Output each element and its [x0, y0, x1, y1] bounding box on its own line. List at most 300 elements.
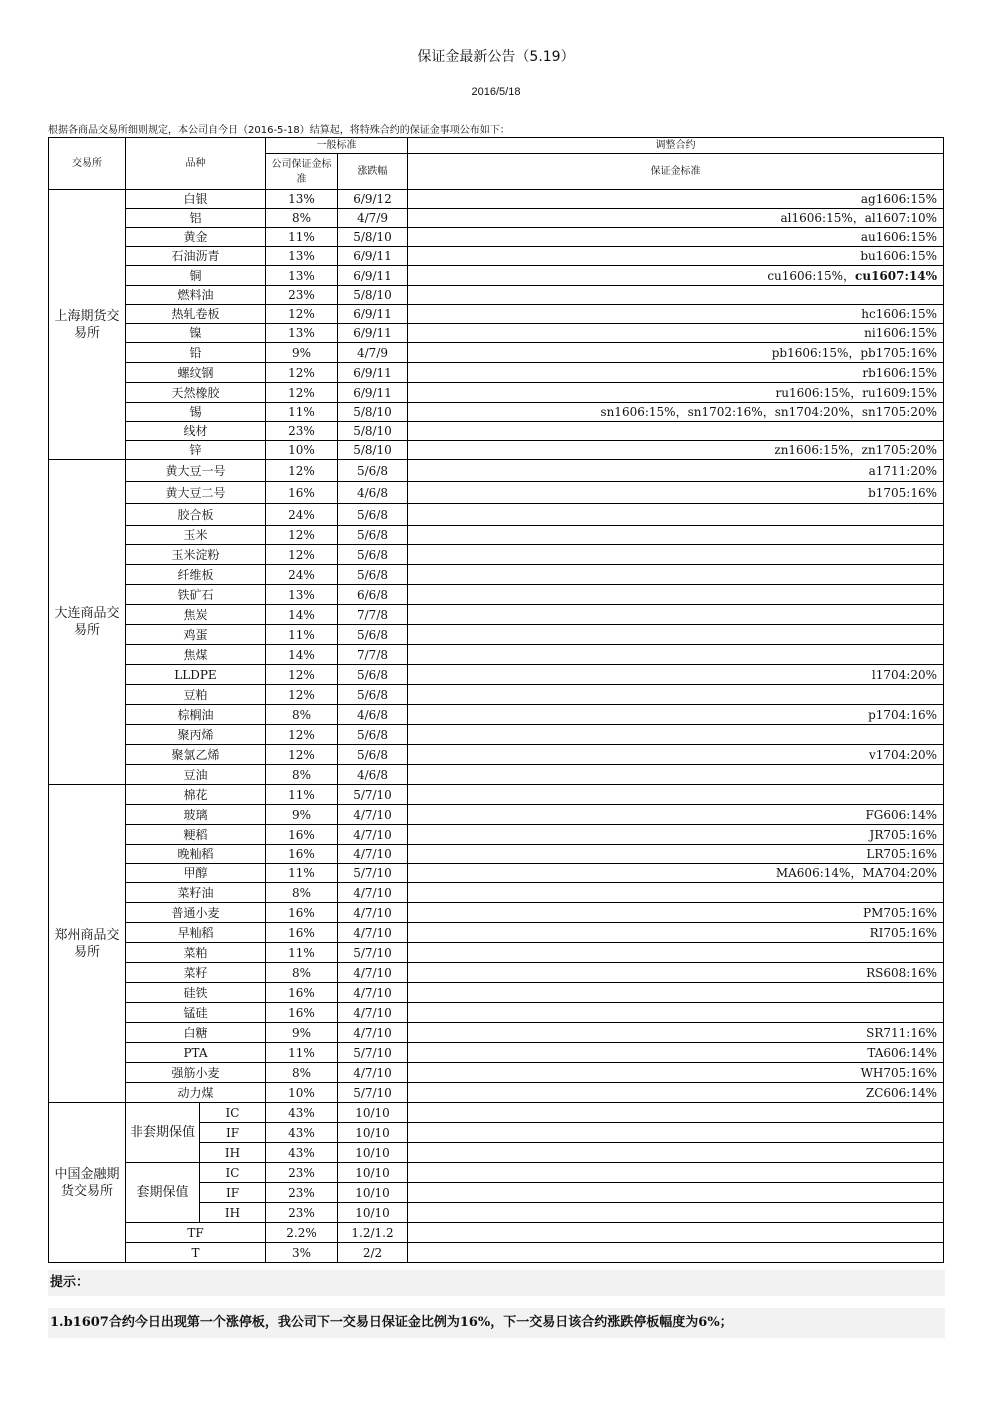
company-margin: 2.2%: [266, 1223, 338, 1243]
company-margin: 8%: [266, 209, 338, 228]
price-limit: 4/7/10: [338, 983, 408, 1003]
variety-name: 甲醇: [126, 864, 266, 883]
price-limit: 5/6/8: [338, 745, 408, 765]
header-exchange: 交易所: [49, 138, 126, 190]
adjusted-margin-text: sn1606:15%，sn1702:16%，sn1704:20%，sn1705:20%: [600, 405, 937, 419]
variety-name: 聚丙烯: [126, 725, 266, 745]
adjusted-margin-cell: [408, 983, 944, 1003]
price-limit: 4/7/10: [338, 1023, 408, 1043]
variety-name: IH: [200, 1143, 266, 1163]
adjusted-margin-text: cu1606:15%，: [767, 268, 856, 283]
table-row: [49, 324, 944, 343]
adjusted-margin-cell: [408, 422, 944, 441]
price-limit: 5/8/10: [338, 403, 408, 422]
table-row: [49, 422, 944, 441]
adjusted-margin-text: ag1606:15%: [860, 192, 937, 206]
table-row: [49, 625, 944, 645]
company-margin: 43%: [266, 1123, 338, 1143]
variety-name: 黄大豆一号: [126, 460, 266, 482]
company-margin: 16%: [266, 923, 338, 943]
tips-title: 提示：: [48, 1270, 945, 1296]
company-margin: 12%: [266, 526, 338, 545]
price-limit: 4/7/10: [338, 903, 408, 923]
table-row: [49, 585, 944, 605]
company-margin: 12%: [266, 460, 338, 482]
exchange-name-czce: 郑州商品交易所: [49, 785, 126, 1103]
table-row: [49, 725, 944, 745]
company-margin: 8%: [266, 765, 338, 785]
price-limit: 4/7/10: [338, 1003, 408, 1023]
company-margin: 12%: [266, 545, 338, 565]
company-margin: 12%: [266, 665, 338, 685]
adjusted-margin-text: pb1606:15%，pb1705:16%: [771, 345, 937, 360]
price-limit: 5/7/10: [338, 864, 408, 883]
adjusted-margin-text: au1606:15%: [860, 230, 937, 244]
adjusted-margin-cell: [408, 190, 944, 209]
adjusted-margin-cell: [408, 625, 944, 645]
table-row: [49, 943, 944, 963]
company-margin: 13%: [266, 190, 338, 209]
variety-name: 玉米淀粉: [126, 545, 266, 565]
table-row: [49, 705, 944, 725]
variety-name: 菜粕: [126, 943, 266, 963]
company-margin: 23%: [266, 422, 338, 441]
table-row: [49, 545, 944, 565]
adjusted-margin-text: ni1606:15%: [864, 326, 937, 340]
table-row: [49, 903, 944, 923]
adjusted-margin-cell: [408, 805, 944, 825]
adjusted-margin-text: zn1606:15%，zn1705:20%: [774, 443, 937, 457]
variety-name: PTA: [126, 1043, 266, 1063]
header-adjusted-contracts: 调整合约: [408, 138, 944, 154]
table-row: [49, 805, 944, 825]
adjusted-margin-text: PM705:16%: [863, 905, 937, 920]
price-limit: 5/6/8: [338, 545, 408, 565]
adjusted-margin-text: hc1606:15%: [861, 307, 937, 321]
company-margin: 11%: [266, 864, 338, 883]
variety-name: 聚氯乙烯: [126, 745, 266, 765]
price-limit: 5/6/8: [338, 526, 408, 545]
hedge-category: 非套期保值: [126, 1103, 200, 1163]
variety-name: 铅: [126, 343, 266, 363]
price-limit: 6/9/12: [338, 190, 408, 209]
adjusted-margin-cell: [408, 1083, 944, 1103]
adjusted-margin-text: JR705:16%: [869, 827, 937, 842]
price-limit: 7/7/8: [338, 605, 408, 625]
company-margin: 8%: [266, 963, 338, 983]
variety-name: 鸡蛋: [126, 625, 266, 645]
variety-name: 棉花: [126, 785, 266, 805]
company-margin: 43%: [266, 1103, 338, 1123]
adjusted-margin-cell: [408, 963, 944, 983]
adjusted-margin-cell: [408, 1243, 944, 1263]
table-row: [49, 286, 944, 305]
table-row: [49, 460, 944, 482]
variety-name: TF: [126, 1223, 266, 1243]
price-limit: 6/9/11: [338, 324, 408, 343]
table-row: [49, 247, 944, 266]
table-row: [49, 565, 944, 585]
price-limit: 2/2: [338, 1243, 408, 1263]
adjusted-margin-text: FG606:14%: [865, 807, 937, 822]
table-row: [49, 685, 944, 705]
adjusted-margin-cell: [408, 1023, 944, 1043]
table-row: [49, 645, 944, 665]
table-row: [49, 1163, 944, 1183]
variety-name: 热轧卷板: [126, 305, 266, 324]
company-margin: 11%: [266, 625, 338, 645]
adjusted-margin-text: ZC606:14%: [865, 1085, 937, 1100]
adjusted-margin-highlight: cu1607:14%: [855, 268, 937, 283]
adjusted-margin-cell: [408, 725, 944, 745]
table-row: [49, 343, 944, 363]
margin-table: [48, 137, 944, 1263]
variety-name: 黄大豆二号: [126, 482, 266, 504]
adjusted-margin-cell: [408, 460, 944, 482]
variety-name: IF: [200, 1183, 266, 1203]
exchange-name-cffex: 中国金融期货交易所: [49, 1103, 126, 1263]
adjusted-margin-cell: [408, 1203, 944, 1223]
adjusted-margin-cell: [408, 943, 944, 963]
adjusted-margin-text: TA606:14%: [867, 1045, 937, 1060]
table-row: [49, 1083, 944, 1103]
table-row: [49, 504, 944, 526]
adjusted-margin-text: RI705:16%: [869, 925, 937, 940]
variety-name: 焦炭: [126, 605, 266, 625]
tips-line-1: 1.b1607合约今日出现第一个涨停板，我公司下一交易日保证金比例为16%，下一交易日该合约涨跌停板幅度为6%；: [48, 1308, 945, 1338]
company-margin: 8%: [266, 1063, 338, 1083]
price-limit: 6/9/11: [338, 305, 408, 324]
page-title: 保证金最新公告（5.19）: [417, 49, 575, 65]
adjusted-margin-text: LR705:16%: [866, 847, 937, 861]
price-limit: 4/7/10: [338, 883, 408, 903]
price-limit: 5/6/8: [338, 625, 408, 645]
company-margin: 13%: [266, 247, 338, 266]
table-row: [49, 883, 944, 903]
table-row: [49, 190, 944, 209]
variety-name: 强筋小麦: [126, 1063, 266, 1083]
price-limit: 4/7/10: [338, 1063, 408, 1083]
adjusted-margin-cell: [408, 228, 944, 247]
variety-name: 硅铁: [126, 983, 266, 1003]
table-row: [49, 363, 944, 383]
company-margin: 23%: [266, 1203, 338, 1223]
variety-name: 豆油: [126, 765, 266, 785]
adjusted-margin-cell: [408, 1123, 944, 1143]
price-limit: 4/7/10: [338, 805, 408, 825]
company-margin: 9%: [266, 343, 338, 363]
adjusted-margin-text: v1704:20%: [868, 747, 937, 762]
table-row: [49, 785, 944, 805]
company-margin: 10%: [266, 441, 338, 460]
company-margin: 11%: [266, 1043, 338, 1063]
variety-name: IF: [200, 1123, 266, 1143]
adjusted-margin-cell: [408, 324, 944, 343]
adjusted-margin-cell: [408, 605, 944, 625]
hedge-category: 套期保值: [126, 1163, 200, 1223]
price-limit: 4/7/10: [338, 845, 408, 864]
variety-name: 菜籽: [126, 963, 266, 983]
price-limit: 5/7/10: [338, 1043, 408, 1063]
company-margin: 12%: [266, 745, 338, 765]
company-margin: 13%: [266, 266, 338, 286]
company-margin: 13%: [266, 324, 338, 343]
table-row: [49, 1103, 944, 1123]
price-limit: 4/7/10: [338, 825, 408, 845]
adjusted-margin-text: ru1606:15%，ru1609:15%: [775, 385, 937, 400]
table-row: [49, 1223, 944, 1243]
adjusted-margin-cell: [408, 305, 944, 324]
price-limit: 5/7/10: [338, 1083, 408, 1103]
price-limit: 5/8/10: [338, 441, 408, 460]
adjusted-margin-text: b1705:16%: [868, 485, 937, 500]
variety-name: 白糖: [126, 1023, 266, 1043]
price-limit: 6/9/11: [338, 266, 408, 286]
variety-name: 天然橡胶: [126, 383, 266, 403]
adjusted-margin-cell: [408, 785, 944, 805]
price-limit: 7/7/8: [338, 645, 408, 665]
company-margin: 3%: [266, 1243, 338, 1263]
variety-name: 燃料油: [126, 286, 266, 305]
company-margin: 16%: [266, 1003, 338, 1023]
company-margin: 14%: [266, 605, 338, 625]
adjusted-margin-cell: [408, 565, 944, 585]
adjusted-margin-text: SR711:16%: [866, 1025, 937, 1040]
table-row: [49, 923, 944, 943]
price-limit: 5/6/8: [338, 460, 408, 482]
price-limit: 4/7/9: [338, 343, 408, 363]
table-row: [49, 305, 944, 324]
table-row: [49, 383, 944, 403]
variety-name: 铜: [126, 266, 266, 286]
table-row: [49, 526, 944, 545]
variety-name: 线材: [126, 422, 266, 441]
price-limit: 4/6/8: [338, 705, 408, 725]
table-row: [49, 983, 944, 1003]
variety-name: 纤维板: [126, 565, 266, 585]
price-limit: 5/6/8: [338, 565, 408, 585]
price-limit: 10/10: [338, 1183, 408, 1203]
price-limit: 1.2/1.2: [338, 1223, 408, 1243]
variety-name: T: [126, 1243, 266, 1263]
table-row: [49, 1023, 944, 1043]
variety-name: 铁矿石: [126, 585, 266, 605]
adjusted-margin-cell: [408, 545, 944, 565]
variety-name: 玻璃: [126, 805, 266, 825]
table-row: [49, 963, 944, 983]
company-margin: 11%: [266, 228, 338, 247]
adjusted-margin-cell: [408, 825, 944, 845]
variety-name: IC: [200, 1103, 266, 1123]
price-limit: 4/6/8: [338, 765, 408, 785]
variety-name: 胶合板: [126, 504, 266, 526]
variety-name: 普通小麦: [126, 903, 266, 923]
table-row: [49, 1043, 944, 1063]
company-margin: 16%: [266, 482, 338, 504]
adjusted-margin-cell: [408, 286, 944, 305]
company-margin: 11%: [266, 785, 338, 805]
company-margin: 9%: [266, 805, 338, 825]
adjusted-margin-cell: [408, 864, 944, 883]
adjusted-margin-text: rb1606:15%: [862, 365, 937, 380]
price-limit: 10/10: [338, 1123, 408, 1143]
adjusted-margin-text: WH705:16%: [860, 1065, 937, 1080]
adjusted-margin-cell: [408, 1043, 944, 1063]
price-limit: 5/8/10: [338, 422, 408, 441]
adjusted-margin-cell: [408, 585, 944, 605]
exchange-name-shfe: 上海期货交易所: [49, 190, 126, 460]
company-margin: 11%: [266, 403, 338, 422]
price-limit: 5/7/10: [338, 785, 408, 805]
table-row: [49, 209, 944, 228]
company-margin: 8%: [266, 705, 338, 725]
variety-name: IC: [200, 1163, 266, 1183]
header-variety: 品种: [126, 138, 266, 190]
company-margin: 16%: [266, 983, 338, 1003]
company-margin: 12%: [266, 363, 338, 383]
price-limit: 4/7/10: [338, 923, 408, 943]
price-limit: 5/7/10: [338, 943, 408, 963]
variety-name: 焦煤: [126, 645, 266, 665]
adjusted-margin-cell: [408, 1003, 944, 1023]
price-limit: 6/9/11: [338, 247, 408, 266]
adjusted-margin-cell: [408, 765, 944, 785]
adjusted-margin-cell: [408, 845, 944, 864]
company-margin: 16%: [266, 903, 338, 923]
adjusted-margin-cell: [408, 247, 944, 266]
variety-name: 晚籼稻: [126, 845, 266, 864]
company-margin: 16%: [266, 825, 338, 845]
table-row: [49, 1003, 944, 1023]
adjusted-margin-text: RS608:16%: [866, 965, 937, 980]
price-limit: 6/9/11: [338, 383, 408, 403]
company-margin: 43%: [266, 1143, 338, 1163]
price-limit: 5/8/10: [338, 228, 408, 247]
adjusted-margin-cell: [408, 482, 944, 504]
company-margin: 24%: [266, 565, 338, 585]
header-price-limit: 涨跌幅: [338, 154, 408, 190]
company-margin: 24%: [266, 504, 338, 526]
company-margin: 11%: [266, 943, 338, 963]
price-limit: 4/7/10: [338, 963, 408, 983]
company-margin: 12%: [266, 685, 338, 705]
price-limit: 5/6/8: [338, 665, 408, 685]
table-row: [49, 765, 944, 785]
adjusted-margin-cell: [408, 685, 944, 705]
variety-name: 黄金: [126, 228, 266, 247]
adjusted-margin-cell: [408, 441, 944, 460]
header-adjust-margin: 保证金标准: [408, 154, 944, 190]
company-margin: 14%: [266, 645, 338, 665]
company-margin: 23%: [266, 1163, 338, 1183]
company-margin: 10%: [266, 1083, 338, 1103]
adjusted-margin-cell: [408, 403, 944, 422]
adjusted-margin-cell: [408, 504, 944, 526]
variety-name: 石油沥青: [126, 247, 266, 266]
adjusted-margin-cell: [408, 705, 944, 725]
price-limit: 5/6/8: [338, 504, 408, 526]
table-row: [49, 864, 944, 883]
table-row: [49, 1063, 944, 1083]
company-margin: 23%: [266, 286, 338, 305]
variety-name: 螺纹钢: [126, 363, 266, 383]
variety-name: 白银: [126, 190, 266, 209]
price-limit: 6/9/11: [338, 363, 408, 383]
table-row: [49, 228, 944, 247]
adjusted-margin-text: MA606:14%，MA704:20%: [775, 866, 937, 880]
adjusted-margin-cell: [408, 1103, 944, 1123]
variety-name: LLDPE: [126, 665, 266, 685]
adjusted-margin-cell: [408, 883, 944, 903]
variety-name: 镍: [126, 324, 266, 343]
adjusted-margin-cell: [408, 343, 944, 363]
variety-name: 铝: [126, 209, 266, 228]
variety-name: 锡: [126, 403, 266, 422]
adjusted-margin-cell: [408, 209, 944, 228]
adjusted-margin-cell: [408, 1183, 944, 1203]
adjusted-margin-text: al1606:15%，al1607:10%: [780, 211, 937, 225]
adjusted-margin-cell: [408, 383, 944, 403]
company-margin: 23%: [266, 1183, 338, 1203]
company-margin: 12%: [266, 725, 338, 745]
adjusted-margin-text: a1711:20%: [868, 463, 937, 478]
variety-name: 菜籽油: [126, 883, 266, 903]
table-row: [49, 665, 944, 685]
table-row: [49, 482, 944, 504]
company-margin: 13%: [266, 585, 338, 605]
table-row: [49, 441, 944, 460]
price-limit: 4/6/8: [338, 482, 408, 504]
adjusted-margin-cell: [408, 526, 944, 545]
price-limit: 10/10: [338, 1203, 408, 1223]
table-row: [49, 605, 944, 625]
adjusted-margin-cell: [408, 266, 944, 286]
header-general-standard: 一般标准: [266, 138, 408, 154]
header-company-margin: 公司保证金标准: [266, 154, 338, 190]
company-margin: 16%: [266, 845, 338, 864]
company-margin: 12%: [266, 305, 338, 324]
table-row: [49, 825, 944, 845]
price-limit: 10/10: [338, 1163, 408, 1183]
variety-name: 早籼稻: [126, 923, 266, 943]
table-row: [49, 745, 944, 765]
adjusted-margin-text: p1704:16%: [868, 707, 937, 722]
adjusted-margin-cell: [408, 665, 944, 685]
variety-name: IH: [200, 1203, 266, 1223]
table-row: [49, 1243, 944, 1263]
variety-name: 粳稻: [126, 825, 266, 845]
adjusted-margin-cell: [408, 923, 944, 943]
adjusted-margin-cell: [408, 645, 944, 665]
adjusted-margin-cell: [408, 1223, 944, 1243]
adjusted-margin-cell: [408, 1063, 944, 1083]
adjusted-margin-cell: [408, 903, 944, 923]
table-row: [49, 266, 944, 286]
variety-name: 棕榈油: [126, 705, 266, 725]
variety-name: 动力煤: [126, 1083, 266, 1103]
table-row: [49, 845, 944, 864]
adjusted-margin-cell: [408, 1163, 944, 1183]
exchange-name-dce: 大连商品交易所: [49, 460, 126, 785]
price-limit: 5/8/10: [338, 286, 408, 305]
price-limit: 5/6/8: [338, 685, 408, 705]
variety-name: 锰硅: [126, 1003, 266, 1023]
intro-text: 根据各商品交易所细则规定，本公司自今日（2016-5-18）结算起，将特殊合约的保证金事项公布如下：: [48, 125, 510, 136]
announcement-date: 2016/5/18: [471, 86, 521, 98]
company-margin: 12%: [266, 383, 338, 403]
price-limit: 6/6/8: [338, 585, 408, 605]
price-limit: 5/6/8: [338, 725, 408, 745]
